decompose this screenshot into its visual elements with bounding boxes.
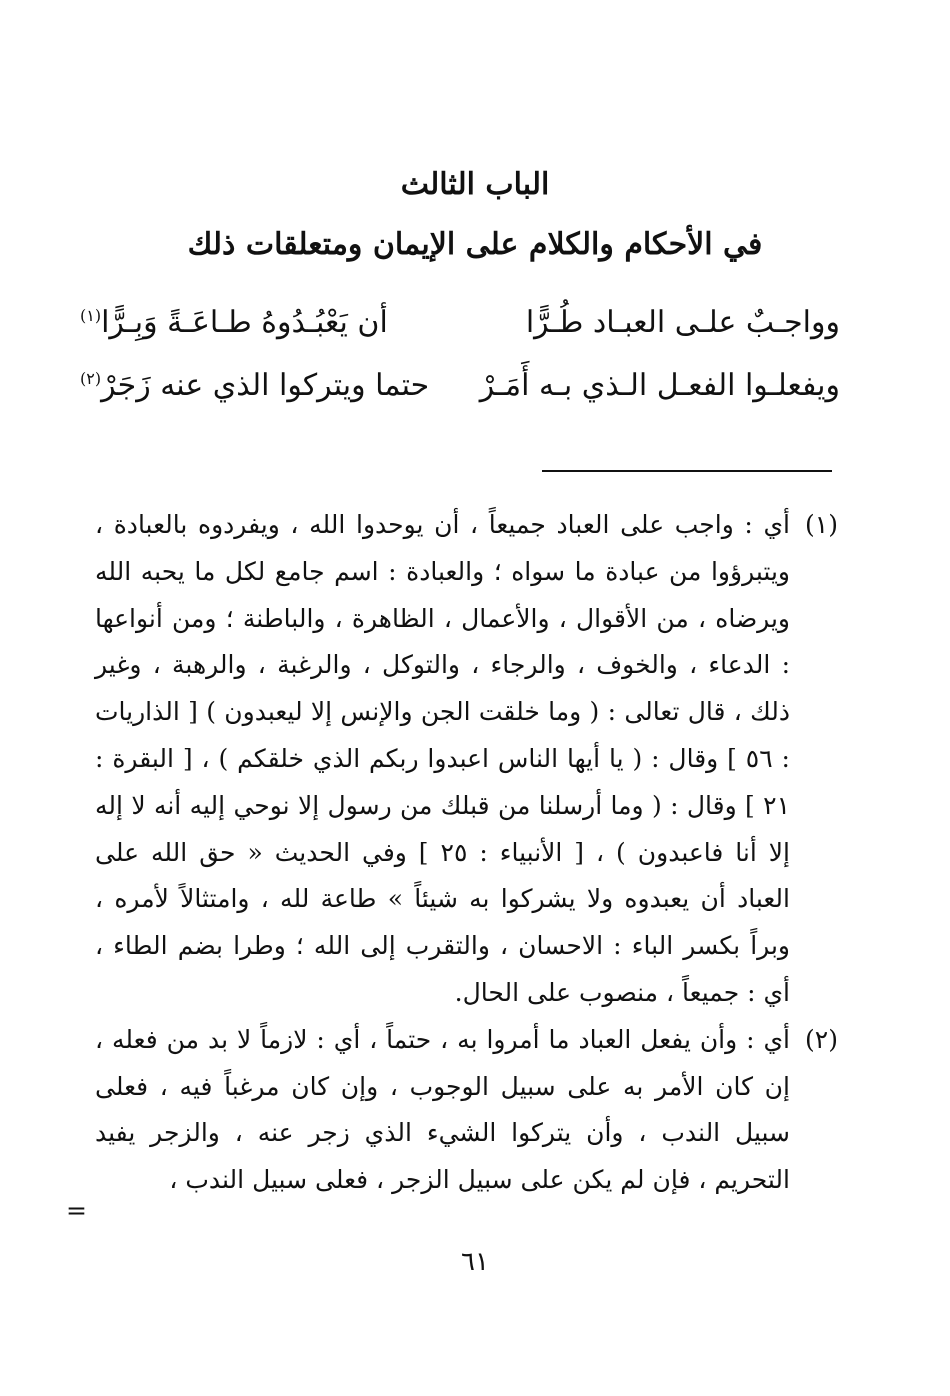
verse-1-second-hemistich — [80, 295, 388, 351]
verse-line-1 — [80, 295, 840, 351]
footnote-2 — [95, 1017, 838, 1204]
footnote-2-number: (٢) — [805, 1024, 838, 1054]
footnote-1-number: (١) — [805, 510, 838, 539]
footnote-1 — [95, 502, 838, 1017]
footnote-2-text: أي : وأن يفعل العباد ما أمروا به ، حتماً ، أي : لازماً لا بد من فعله ، إن كان الأمر به على سبيل الوجوب ، وإن كان مرغباً فيه ، فعلى سبيل الندب ، وأن يتركوا الشيء الذي زجر عنه ، والزجر يفيد التحريم ، فإن لم يكن على سبيل الزجر ، فعلى سبيل الندب ، — [95, 1024, 790, 1195]
verse-2-second-text: حتما ويتركوا الذي عنه زَجَرْ — [101, 368, 430, 403]
verse-2-second-hemistich — [80, 358, 429, 414]
footnote-1-text: أي : واجب على العباد جميعاً ، أن يوحدوا الله ، ويفردوه بالعبادة ، ويتبرؤوا من عبادة ما سواه ؛ والعبادة : اسم جامع لكل ما يحبه الله ويرضاه ، من الأقوال ، والأعمال ، الظاهرة ، والباطنة ؛ ومن أنواعها : الدعاء ، والخوف ، والرجاء ، والتوكل ، والرغبة ، والرهبة ، وغير ذلك ، قال تعالى : ( وما خلقت الجن والإنس إلا ليعبدون ) [ الذاريات : ٥٦ ] وقال : ( يا أيها الناس اعبدوا ربكم الذي خلقكم ) ، [ البقرة : ٢١ ] وقال : ( وما أرسلنا من قبلك من رسول إلا نوحي إليه أنه لا إله إلا أنا فاعبدون ) ، [ الأنبياء : ٢٥ ] وفي الحديث « حق الله على العباد أن يعبدوه ولا يشركوا به شيئاً » طاعة لله ، وامتثالاً لأمره ، وبراً بكسر الباء : الاحسان ، والتقرب إلى الله ؛ وطرا بضم الطاء ، أي : جميعاً ، منصوب على الحال. — [95, 510, 790, 1007]
chapter-title: الباب الثالث — [400, 167, 550, 202]
verse-2-first-hemistich: ويفعلـوا الفعـل الـذي بـه أَمَـرْ — [479, 368, 840, 403]
verse-1-second-text: أن يَعْبُـدُوهُ طـاعَـةً وَبِـرًّا — [101, 305, 388, 340]
chapter-subtitle: في الأحكام والكلام على الإيمان ومتعلقات ذلك — [187, 227, 763, 262]
footnote-ref-2: (٢) — [80, 369, 102, 388]
page-number: ٦١ — [461, 1247, 489, 1277]
footnote-ref-1: (١) — [80, 306, 102, 325]
footnotes — [95, 502, 838, 1204]
footnote-divider — [542, 470, 832, 472]
verse-1-first-hemistich: وواجـبٌ علـى العبـاد طُـرًّا — [525, 305, 840, 340]
verse-line-2 — [80, 358, 840, 414]
continuation-mark: = — [66, 1196, 87, 1225]
